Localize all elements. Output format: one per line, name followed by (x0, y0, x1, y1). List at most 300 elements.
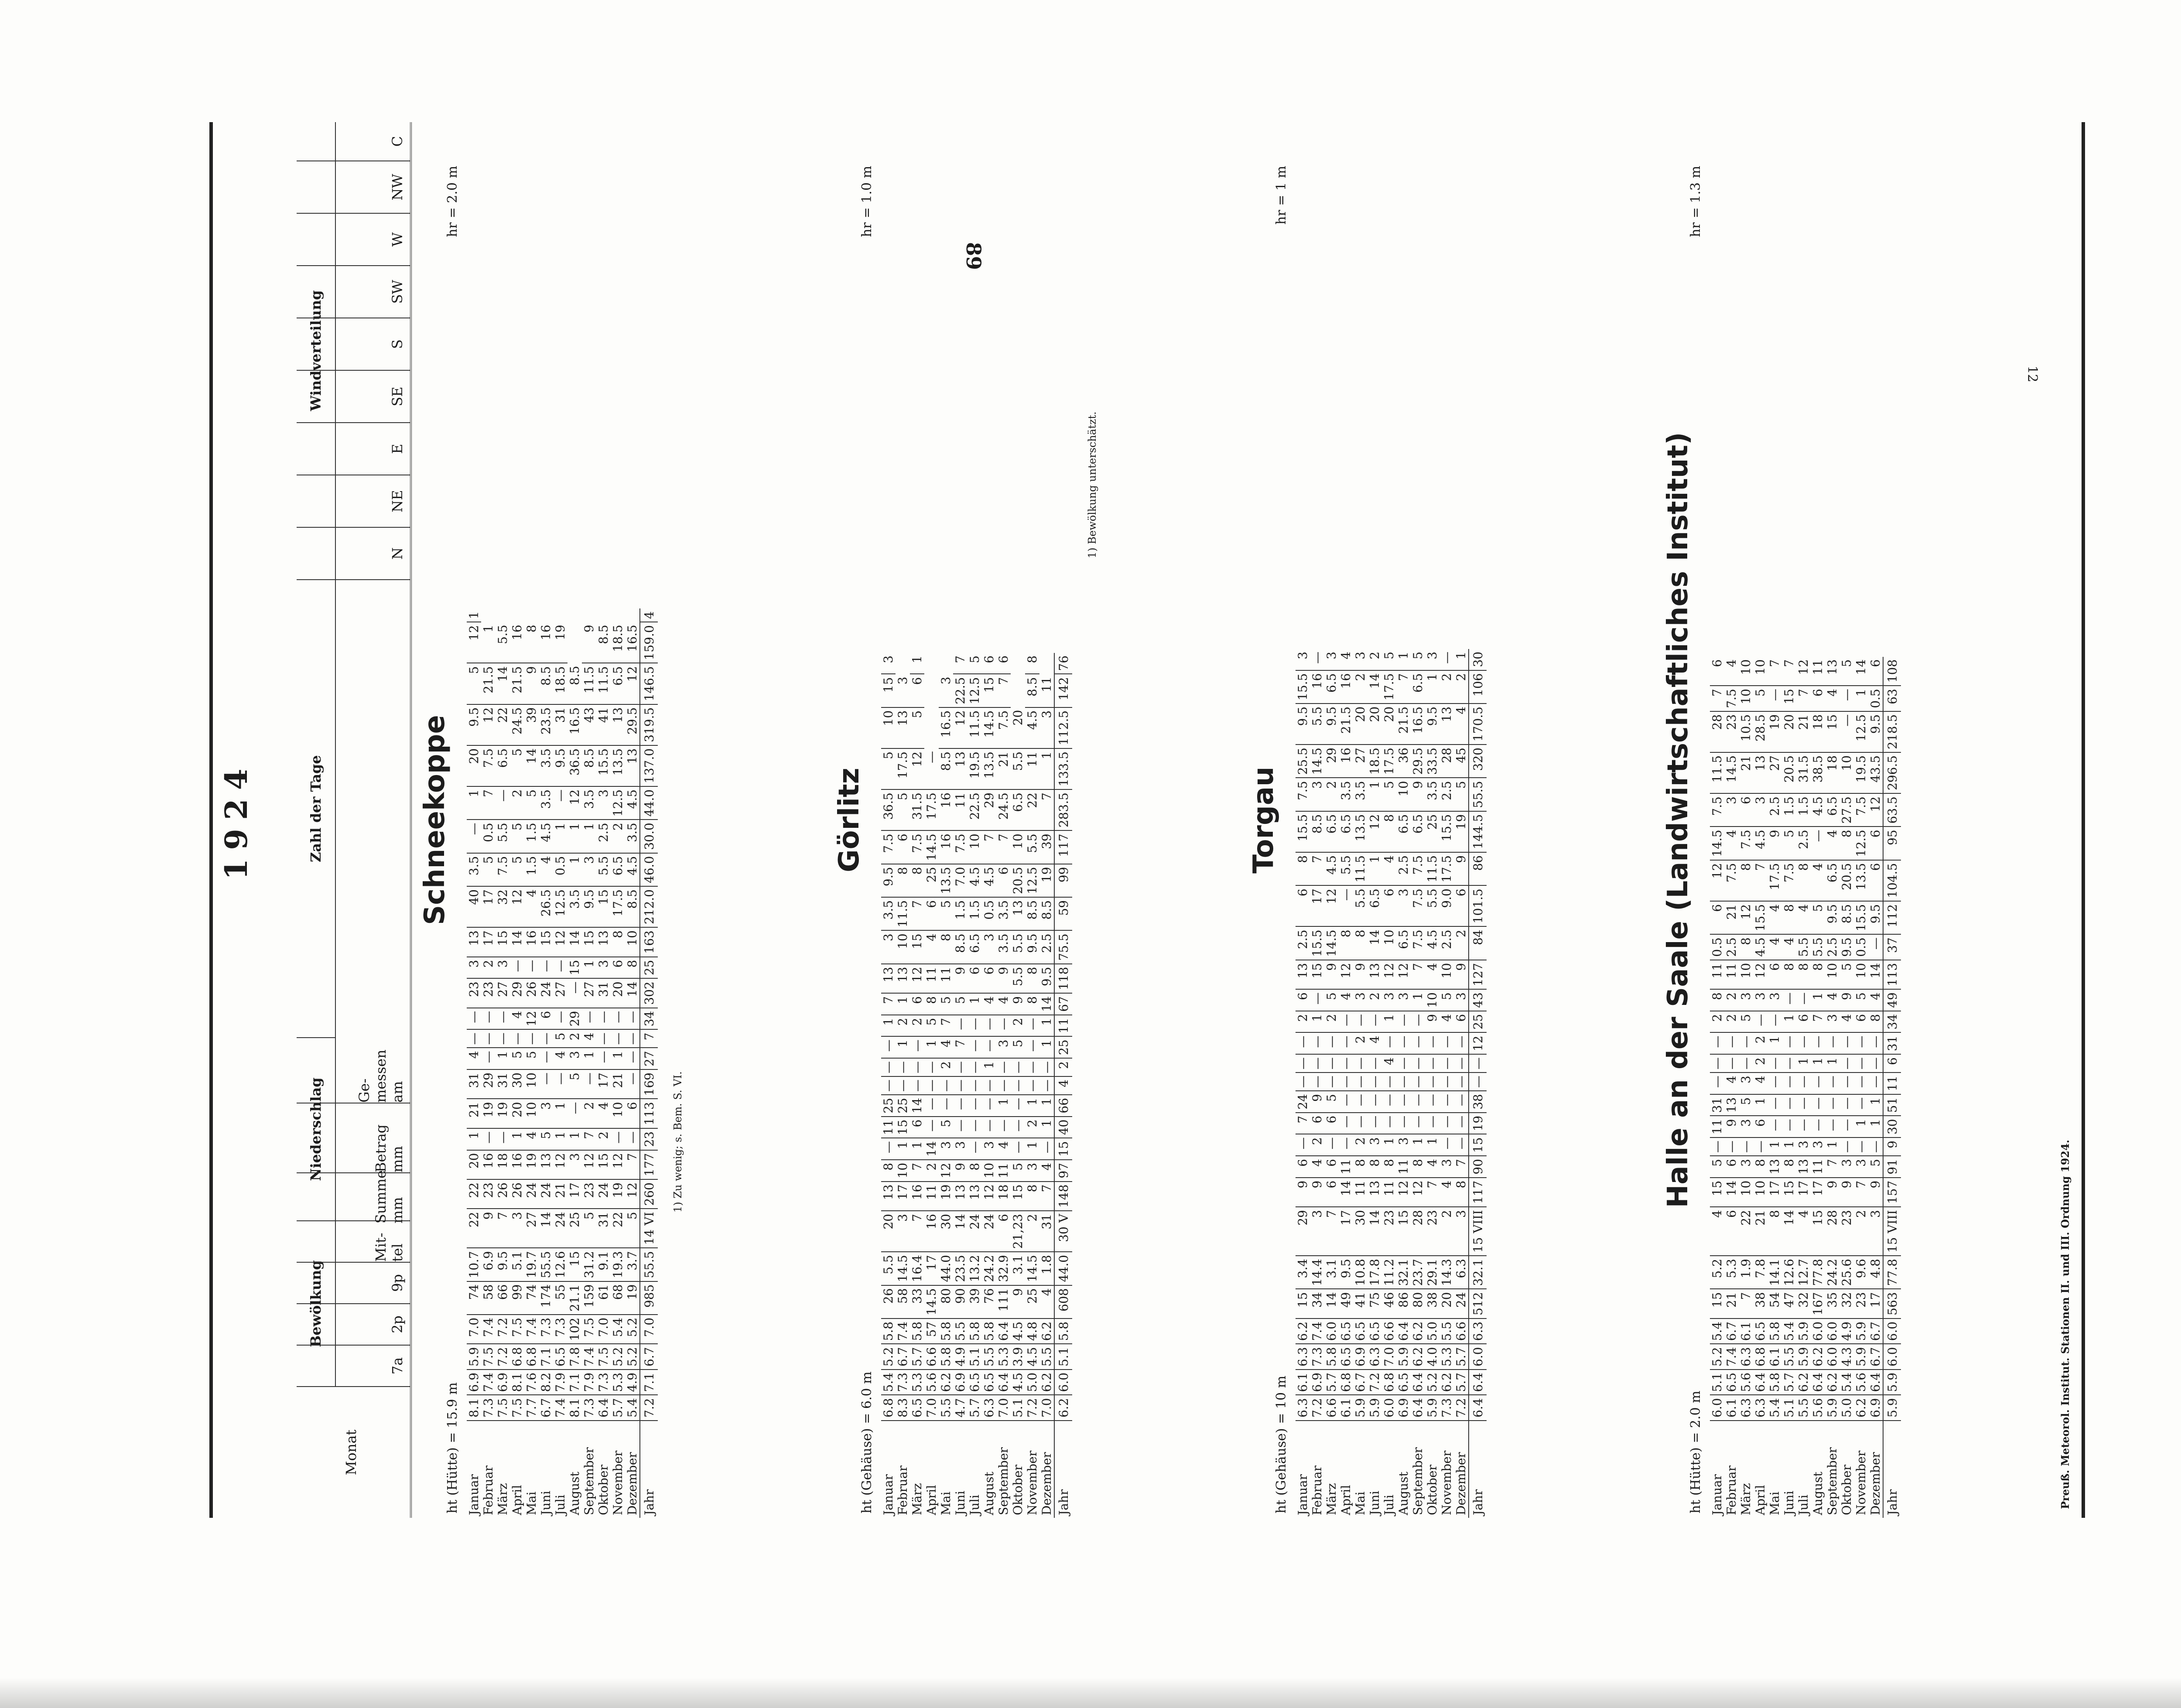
table-cell: 7 (1296, 1113, 1310, 1134)
table-cell: 21.1 (567, 1281, 582, 1315)
table-cell: 7.4 (481, 1315, 496, 1344)
table-cell: 12 (1710, 860, 1724, 901)
table-cell: — (1739, 1032, 1753, 1054)
table-cell: 15 (1825, 711, 1839, 752)
table-cell: 8.5 (1839, 901, 1854, 934)
month-label: Juni (1782, 1490, 1796, 1515)
table-cell: — (1811, 1073, 1825, 1094)
table-cell: 12 (524, 1008, 539, 1030)
table-cell: 7.5 (996, 707, 1011, 748)
table-row (1025, 653, 1039, 1518)
table-cell: 6.3 (1739, 1395, 1753, 1421)
table-cell: 1 (582, 1048, 596, 1069)
table-cell: 5.5 (1310, 704, 1324, 745)
table-cell: 17 (1339, 1207, 1353, 1256)
table-cell: 7.5 (953, 830, 967, 864)
table-cell: 6.5 (967, 1370, 982, 1395)
table-cell: — (1296, 1054, 1310, 1073)
table-cell: 5 (939, 993, 953, 1015)
table-cell: 3 (881, 653, 896, 674)
table-cell: 6.2 (1411, 1344, 1425, 1370)
table-cell: 18 (1825, 752, 1839, 793)
table-cell: 11 (953, 789, 967, 830)
table-cell: 14.5 (1324, 926, 1339, 960)
table-cell: — (1425, 1032, 1439, 1054)
table-cell: 6.4 (1811, 1370, 1825, 1395)
table-cell: 5 (1811, 901, 1825, 934)
table-cell: 24 (982, 1211, 996, 1252)
table-cell: 24 (524, 1179, 539, 1209)
table-cell: 12 (625, 663, 640, 704)
table-cell: — (982, 1015, 996, 1037)
table-cell: 3 (1324, 649, 1339, 670)
table-cell: 6.2 (1854, 1395, 1868, 1421)
table-cell: 3 (1396, 885, 1411, 926)
table-cell: 8 (1353, 1156, 1367, 1178)
table-cell: — (881, 1058, 896, 1076)
table-cell: 14 (1367, 926, 1382, 960)
table-cell: 11 (1353, 1178, 1367, 1207)
table-cell: 5.3 (910, 1370, 924, 1395)
table-cell: 9.5 (1868, 711, 1883, 752)
table-cell: 31 (496, 1069, 510, 1099)
table-cell: — (524, 957, 539, 979)
table-cell: 5.8 (967, 1319, 982, 1344)
table-cell: 7.5 (1724, 686, 1739, 711)
table-cell: — (953, 1015, 967, 1037)
table-cell: — (1839, 686, 1854, 711)
table-cell: 46.0 (640, 853, 658, 886)
table-cell: 1 (553, 1128, 567, 1150)
table-cell: — (1839, 1116, 1854, 1138)
table-cell: — (996, 1076, 1011, 1095)
table-cell: 3 (1310, 1207, 1324, 1256)
table-cell: 8 (896, 864, 910, 897)
table-cell: 1 (1868, 1116, 1883, 1138)
table-cell: — (996, 1015, 1011, 1037)
table-cell: 12 (910, 748, 924, 789)
table-cell: 17 (481, 886, 496, 927)
table-cell: 7.5 (1296, 778, 1310, 811)
table-cell: 0.5 (481, 820, 496, 853)
height-thermometer: ht (Hütte) = 2.0 m (1688, 1390, 1703, 1513)
month-label: November (1854, 1450, 1868, 1515)
month-label: Oktober (1425, 1465, 1439, 1515)
table-cell: 6.2 (1411, 1319, 1425, 1344)
table-cell: 6.5 (611, 663, 625, 704)
scan-edge-shadow (0, 1677, 2181, 1708)
table-cell: — (1825, 1073, 1839, 1094)
table-cell: — (539, 957, 553, 979)
table-cell: 1 (1396, 649, 1411, 670)
table-cell: 8.3 (896, 1395, 910, 1421)
table-cell: 47 (1782, 1289, 1796, 1318)
table-cell: 7.4 (481, 1370, 496, 1395)
height-rain-gauge: hr = 2.0 m (445, 166, 460, 237)
table-cell: — (1782, 1073, 1796, 1094)
table-cell: 10 (611, 1099, 625, 1128)
table-cell: — (1854, 1094, 1868, 1116)
table-cell: 23 (640, 1128, 658, 1150)
table-cell: 11 (1396, 1156, 1411, 1178)
table-cell: 13 (967, 1182, 982, 1211)
table-cell: 5.9 (1854, 1344, 1868, 1370)
table-cell: 6.5 (1825, 793, 1839, 827)
table-cell: 8 (1710, 989, 1724, 1011)
table-cell: 6.0 (1825, 1344, 1839, 1370)
table-cell: 7 (1310, 852, 1324, 885)
table-cell: 12 (1868, 793, 1883, 827)
table-cell: 40 (1054, 1117, 1072, 1138)
table-row (481, 608, 496, 1518)
header-wind-w: W (297, 214, 410, 266)
table-cell: 1 (896, 1138, 910, 1160)
table-cell: 22 (467, 1179, 481, 1209)
table-cell: — (1011, 1076, 1025, 1095)
table-cell: 14 (1868, 960, 1883, 989)
table-cell: 2 (596, 1128, 611, 1150)
table-cell: 13 (896, 707, 910, 748)
table-cell: 1.8 (1039, 1252, 1054, 1285)
table-cell: — (1310, 1054, 1324, 1073)
table-cell: 34 (1310, 1289, 1324, 1318)
table-cell: 11 (939, 964, 953, 993)
table-cell: — (1396, 1011, 1411, 1033)
table-cell: 8.5 (567, 663, 582, 704)
table-cell: 4 (1454, 704, 1469, 745)
table-cell: 39 (1039, 830, 1054, 864)
table-cell: 9.6 (1854, 1256, 1868, 1289)
table-cell: 26 (510, 1179, 524, 1209)
table-cell: 30 (1469, 649, 1487, 670)
table-row (1868, 657, 1883, 1518)
table-cell: — (1825, 1116, 1839, 1138)
month-label: September (1825, 1447, 1839, 1515)
table-cell: 16 (939, 789, 953, 830)
table-cell: 1 (1825, 1054, 1839, 1073)
table-cell: — (924, 1095, 939, 1117)
station-footnote: 1) Bewölkung unterschätzt. (1086, 411, 1098, 558)
table-cell: — (1796, 1073, 1811, 1094)
table-cell: 1 (896, 1036, 910, 1058)
table-cell: 1 (1025, 1138, 1039, 1160)
table-row (967, 653, 982, 1518)
table-cell: 3.5 (1425, 778, 1439, 811)
table-cell: 6 (1868, 657, 1883, 686)
table-cell: 76 (1054, 653, 1072, 674)
month-label: Mai (1767, 1491, 1782, 1515)
table-cell: 8 (881, 1160, 896, 1182)
table-cell: — (1811, 827, 1825, 860)
table-cell: 8 (625, 957, 640, 979)
table-cell: 12 (467, 622, 481, 663)
table-cell: — (1767, 1073, 1782, 1094)
table-cell: 16.5 (1411, 704, 1425, 745)
table-cell: 13 (953, 748, 967, 789)
table-cell: 4 (1039, 1160, 1054, 1182)
table-cell: 5.5 (1796, 934, 1811, 960)
table-cell: 6.0 (1469, 1344, 1487, 1370)
table-cell: 46 (1382, 1289, 1396, 1318)
table-cell: 9 (1011, 1285, 1025, 1319)
table-cell: 21.5 (1339, 704, 1353, 745)
table-cell: 6 (996, 653, 1011, 674)
table-cell: 15 (1782, 686, 1796, 711)
table-cell: 0.5 (982, 897, 996, 930)
table-cell: — (1353, 1054, 1367, 1073)
table-cell: 6.5 (1396, 811, 1411, 852)
table-cell: 6.4 (1411, 1370, 1425, 1395)
table-cell: — (1724, 1054, 1739, 1073)
table-cell: 6 (982, 653, 996, 674)
table-cell: 5.5 (1011, 930, 1025, 963)
table-cell: 10 (1739, 960, 1753, 989)
table-cell: 13 (1367, 960, 1382, 989)
table-cell: 1 (1382, 1011, 1396, 1033)
table-row (1439, 649, 1454, 1518)
table-cell: 80 (1411, 1289, 1425, 1318)
table-cell: 8.5 (625, 886, 640, 927)
table-cell: 108 (1883, 657, 1901, 686)
table-cell: 11.5 (896, 897, 910, 930)
table-cell: 2 (1353, 1032, 1367, 1054)
month-label: April (924, 1485, 939, 1515)
table-cell: 12.5 (611, 786, 625, 820)
table-cell: 13 (1724, 1094, 1739, 1116)
table-cell: 19 (611, 1179, 625, 1209)
table-cell: — (1469, 1073, 1487, 1091)
table-cell: 3.5 (467, 853, 481, 886)
table-cell: — (982, 1117, 996, 1138)
table-cell: 6 (1767, 960, 1782, 989)
table-cell: 25 (1425, 811, 1439, 852)
table-cell: 9 (1825, 1178, 1839, 1207)
table-cell: 5 (1739, 1011, 1753, 1033)
table-cell: 23 (1382, 1207, 1396, 1256)
height-rain-gauge: hr = 1.0 m (859, 166, 875, 237)
rotated-page (209, 122, 2085, 1518)
table-row (1883, 657, 1901, 1518)
table-cell: 25 (1469, 1011, 1487, 1033)
table-cell: 59 (1054, 897, 1072, 930)
table-cell: 19 (1039, 864, 1054, 897)
table-cell: 37 (1883, 934, 1901, 960)
table-cell: — (496, 1008, 510, 1030)
table-cell: 11.5 (1353, 852, 1367, 885)
table-cell: 11 (1054, 1015, 1072, 1037)
table-row (1296, 649, 1310, 1518)
table-cell: 15 (1710, 1289, 1724, 1318)
table-cell: 11.5 (1710, 752, 1724, 793)
table-cell: 6.4 (1411, 1395, 1425, 1421)
table-cell: — (1396, 1073, 1411, 1091)
table-cell: — (1296, 1073, 1310, 1091)
table-cell: 7.5 (1710, 793, 1724, 827)
table-cell: 10 (524, 1099, 539, 1128)
table-cell: 5.5 (1782, 1344, 1796, 1370)
month-label: August (982, 1472, 996, 1515)
table-cell: 13 (1367, 1178, 1382, 1207)
month-label: November (611, 1450, 625, 1515)
table-cell: 4 (467, 1048, 481, 1069)
table-cell: 4 (524, 1128, 539, 1150)
table-cell: 6.5 (1339, 1319, 1353, 1344)
table-cell: 8 (1296, 852, 1310, 885)
table-cell: 7.3 (596, 1370, 611, 1395)
table-cell: 137.0 (640, 745, 658, 786)
table-cell: 6.9 (496, 1370, 510, 1395)
table-cell: 5.3 (1439, 1344, 1454, 1370)
table-cell: 212.0 (640, 886, 658, 927)
table-cell: 6.3 (1469, 1319, 1487, 1344)
table-cell: 8 (1339, 926, 1353, 960)
table-cell: — (1739, 1138, 1753, 1156)
table-cell: 23.7 (1411, 1256, 1425, 1289)
table-cell: 5.9 (1396, 1344, 1411, 1370)
table-cell: 9 (1839, 1178, 1854, 1207)
header-gemessen: Ge-messen am (297, 1038, 410, 1103)
table-cell: — (567, 1099, 582, 1128)
table-cell: 86 (1396, 1289, 1411, 1318)
table-cell: — (1753, 1011, 1767, 1033)
table-cell: 12.5 (553, 886, 567, 927)
table-cell: 5.6 (1739, 1370, 1753, 1395)
table-cell: 6.4 (1469, 1395, 1487, 1421)
table-cell: 4.5 (1011, 1370, 1025, 1395)
table-cell: 3.5 (539, 745, 553, 786)
table-cell: 5.1 (510, 1248, 524, 1281)
table-cell: 2 (1367, 989, 1382, 1011)
table-cell: — (982, 1095, 996, 1117)
month-label: April (510, 1485, 524, 1515)
table-cell: 12 (1382, 960, 1396, 989)
table-cell: 3 (1296, 649, 1310, 670)
table-cell: 9.5 (553, 745, 567, 786)
table-cell: 8 (1025, 964, 1039, 993)
table-cell: — (1454, 1054, 1469, 1073)
table-cell: 25.6 (1839, 1256, 1854, 1289)
table-cell: 74 (467, 1281, 481, 1315)
table-cell: 15 (1296, 1289, 1310, 1318)
table-cell: 7.1 (567, 1370, 582, 1395)
table-cell: — (1854, 1032, 1868, 1054)
table-cell: 7 (982, 830, 996, 864)
table-row (1367, 649, 1382, 1518)
table-cell: 3 (953, 1138, 967, 1160)
table-cell: 14.5 (1724, 752, 1739, 793)
month-label: Mai (524, 1491, 539, 1515)
table-cell: 67 (1054, 993, 1072, 1015)
table-cell: — (1425, 1054, 1439, 1073)
table-cell: 18.5 (1367, 745, 1382, 778)
month-label: Februar (896, 1465, 910, 1515)
table-cell: — (1382, 1032, 1396, 1054)
table-row (1811, 657, 1825, 1518)
station-table (1296, 649, 1487, 1518)
table-cell: 24 (539, 1179, 553, 1209)
table-cell: 33 (910, 1285, 924, 1319)
table-cell: 4 (1310, 1156, 1324, 1178)
table-cell: — (1396, 1054, 1411, 1073)
table-cell: 21.5 (510, 663, 524, 704)
table-cell: 1 (1825, 1138, 1839, 1156)
table-cell: 1 (910, 1138, 924, 1160)
table-cell: 13 (1753, 752, 1767, 793)
header-windverteilung: Windverteilung (297, 122, 336, 580)
table-cell: 9 (996, 964, 1011, 993)
footer-note: 12 (2024, 366, 2040, 383)
table-cell: — (1425, 1091, 1439, 1113)
table-cell: 12 (1753, 960, 1767, 989)
table-cell: 8 (1767, 1207, 1782, 1256)
table-cell: — (1425, 1073, 1439, 1091)
table-cell: 15 (1396, 1207, 1411, 1256)
table-cell: — (1425, 1113, 1439, 1134)
table-cell: — (567, 978, 582, 1008)
table-cell: 7.5 (910, 830, 924, 864)
table-cell: 1 (1753, 1094, 1767, 1116)
table-cell: 20 (467, 1150, 481, 1179)
table-cell: 106 (1469, 670, 1487, 704)
table-cell: 3 (1739, 989, 1753, 1011)
table-cell: 55.5 (640, 1248, 658, 1281)
table-cell: 1 (553, 1099, 567, 1128)
table-cell: 9.5 (1868, 901, 1883, 934)
table-row (982, 653, 996, 1518)
table-cell: 68 (611, 1281, 625, 1315)
table-cell: 9 (1411, 778, 1425, 811)
table-cell: 6 (982, 964, 996, 993)
table-cell: 39 (524, 704, 539, 745)
table-cell: 7.3 (481, 1395, 496, 1421)
table-cell: 112.5 (1054, 707, 1072, 748)
table-cell: 13 (539, 1150, 553, 1179)
table-cell: 6 (1324, 1156, 1339, 1178)
table-cell: 2 (1454, 926, 1469, 960)
table-cell: 11.5 (1425, 852, 1439, 885)
table-cell: 20 (611, 978, 625, 1008)
table-cell: 16 (510, 1150, 524, 1179)
header-mittel: Mit-tel (297, 1221, 410, 1263)
table-cell: 15 (1811, 1207, 1825, 1256)
table-cell: 14.1 (1767, 1256, 1782, 1289)
table-cell: 15 (910, 930, 924, 963)
table-cell: 8 (1796, 860, 1811, 901)
month-label: Januar (467, 1474, 481, 1515)
table-row (1782, 657, 1796, 1518)
table-cell: 6.3 (1296, 1395, 1310, 1421)
table-cell: 14.5 (982, 707, 996, 748)
table-cell: — (1454, 1091, 1469, 1113)
table-cell: 16 (939, 830, 953, 864)
table-cell: 6 (1454, 885, 1469, 926)
table-cell: 77.8 (1811, 1256, 1825, 1289)
table-cell: 31 (1039, 1211, 1054, 1252)
station-table (881, 653, 1072, 1518)
table-cell: 1 (1382, 1134, 1396, 1156)
table-cell: — (1353, 1091, 1367, 1113)
table-cell: — (539, 1029, 553, 1048)
table-cell: 22.5 (967, 789, 982, 830)
table-cell: 5 (1839, 960, 1854, 989)
table-cell: 319.5 (640, 704, 658, 745)
table-cell: 12 (1396, 960, 1411, 989)
table-cell: 563 (1883, 1289, 1901, 1318)
month-label: Jahr (1469, 1421, 1487, 1518)
table-cell: 31.2 (582, 1248, 596, 1281)
table-cell: 5 (1839, 657, 1854, 686)
table-cell: 39 (967, 1285, 982, 1319)
